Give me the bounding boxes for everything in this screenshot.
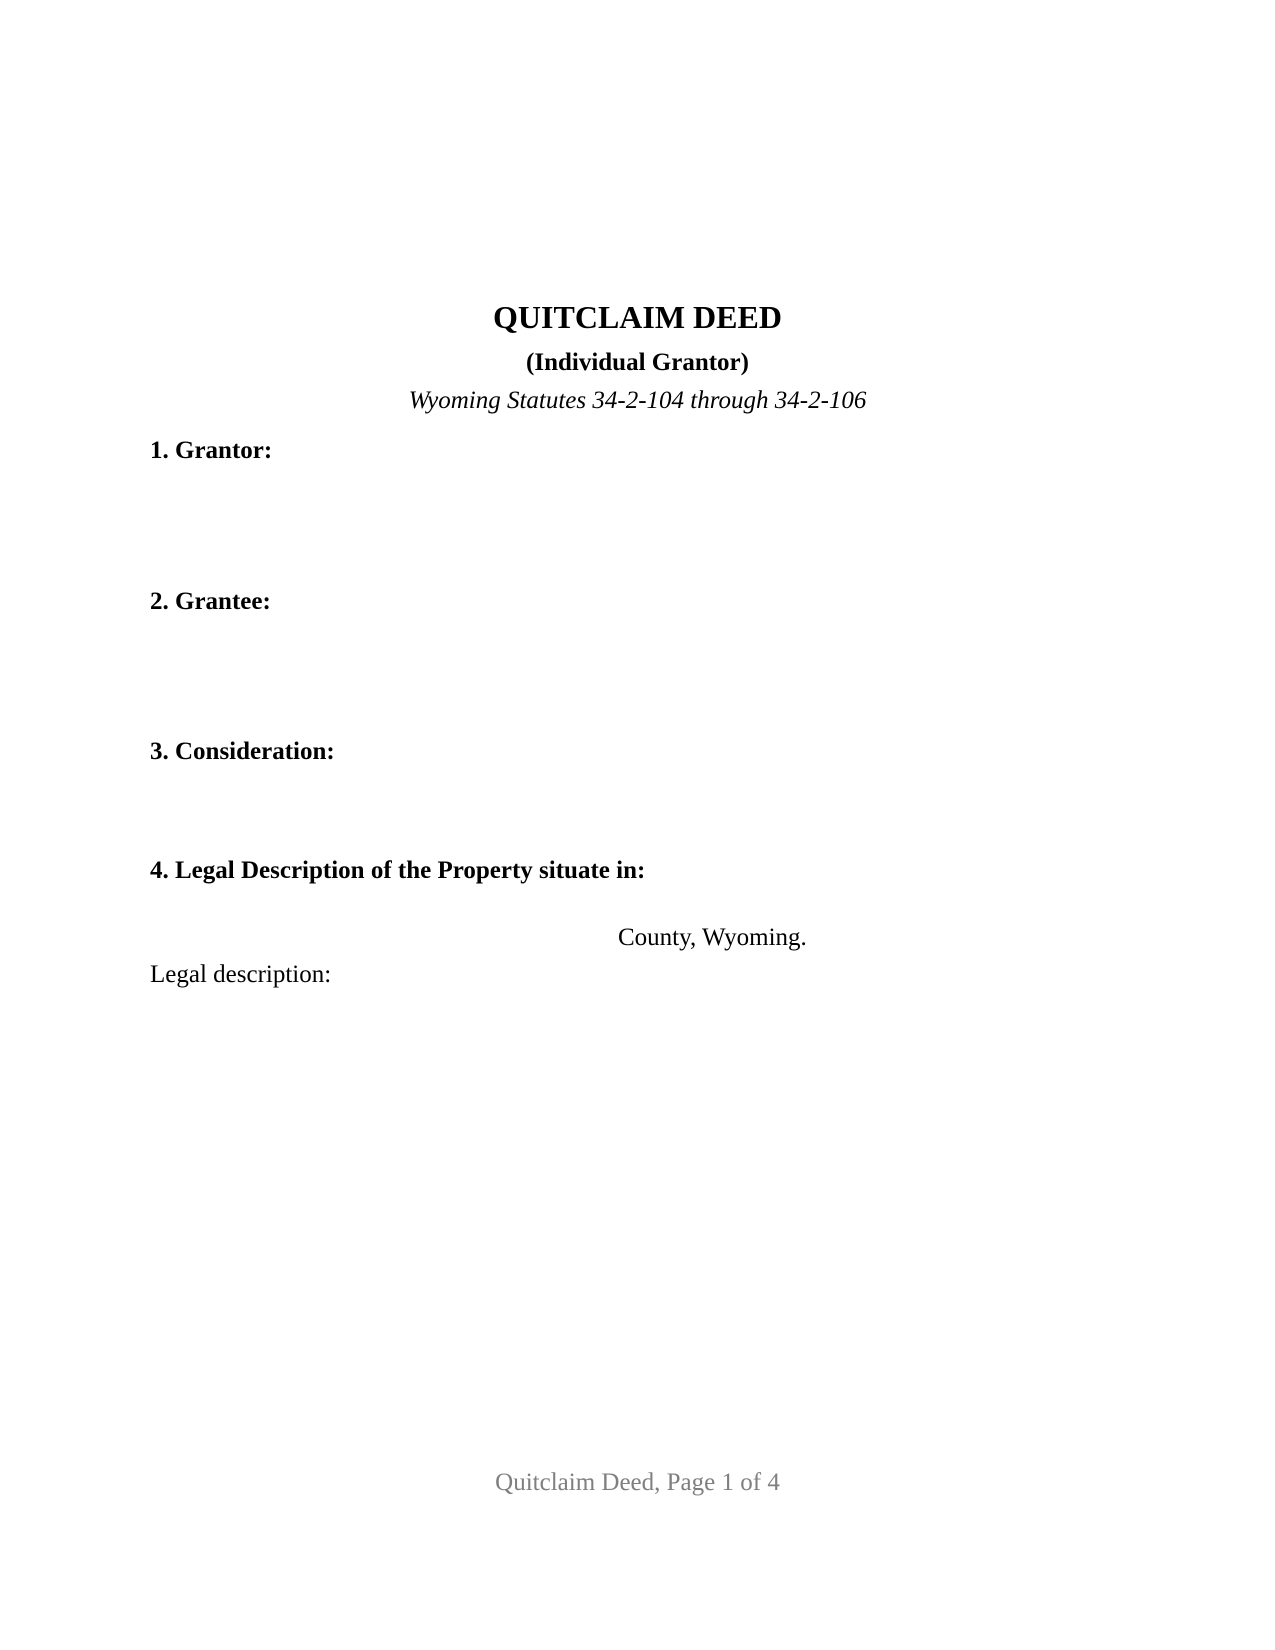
grantor-heading: 1. Grantor: (150, 437, 273, 464)
county-wyoming-line: County, Wyoming. (618, 924, 807, 951)
statute-reference: Wyoming Statutes 34-2-104 through 34-2-106 (408, 387, 867, 414)
page-footer: Quitclaim Deed, Page 1 of 4 (495, 1469, 780, 1496)
legal-description-heading: 4. Legal Description of the Property situate in: (150, 857, 646, 884)
document-subtitle: (Individual Grantor) (526, 349, 749, 376)
grantee-heading: 2. Grantee: (150, 588, 271, 615)
legal-description-label: Legal description: (150, 961, 332, 988)
document-title: QUITCLAIM DEED (493, 299, 782, 335)
consideration-heading: 3. Consideration: (150, 738, 335, 765)
